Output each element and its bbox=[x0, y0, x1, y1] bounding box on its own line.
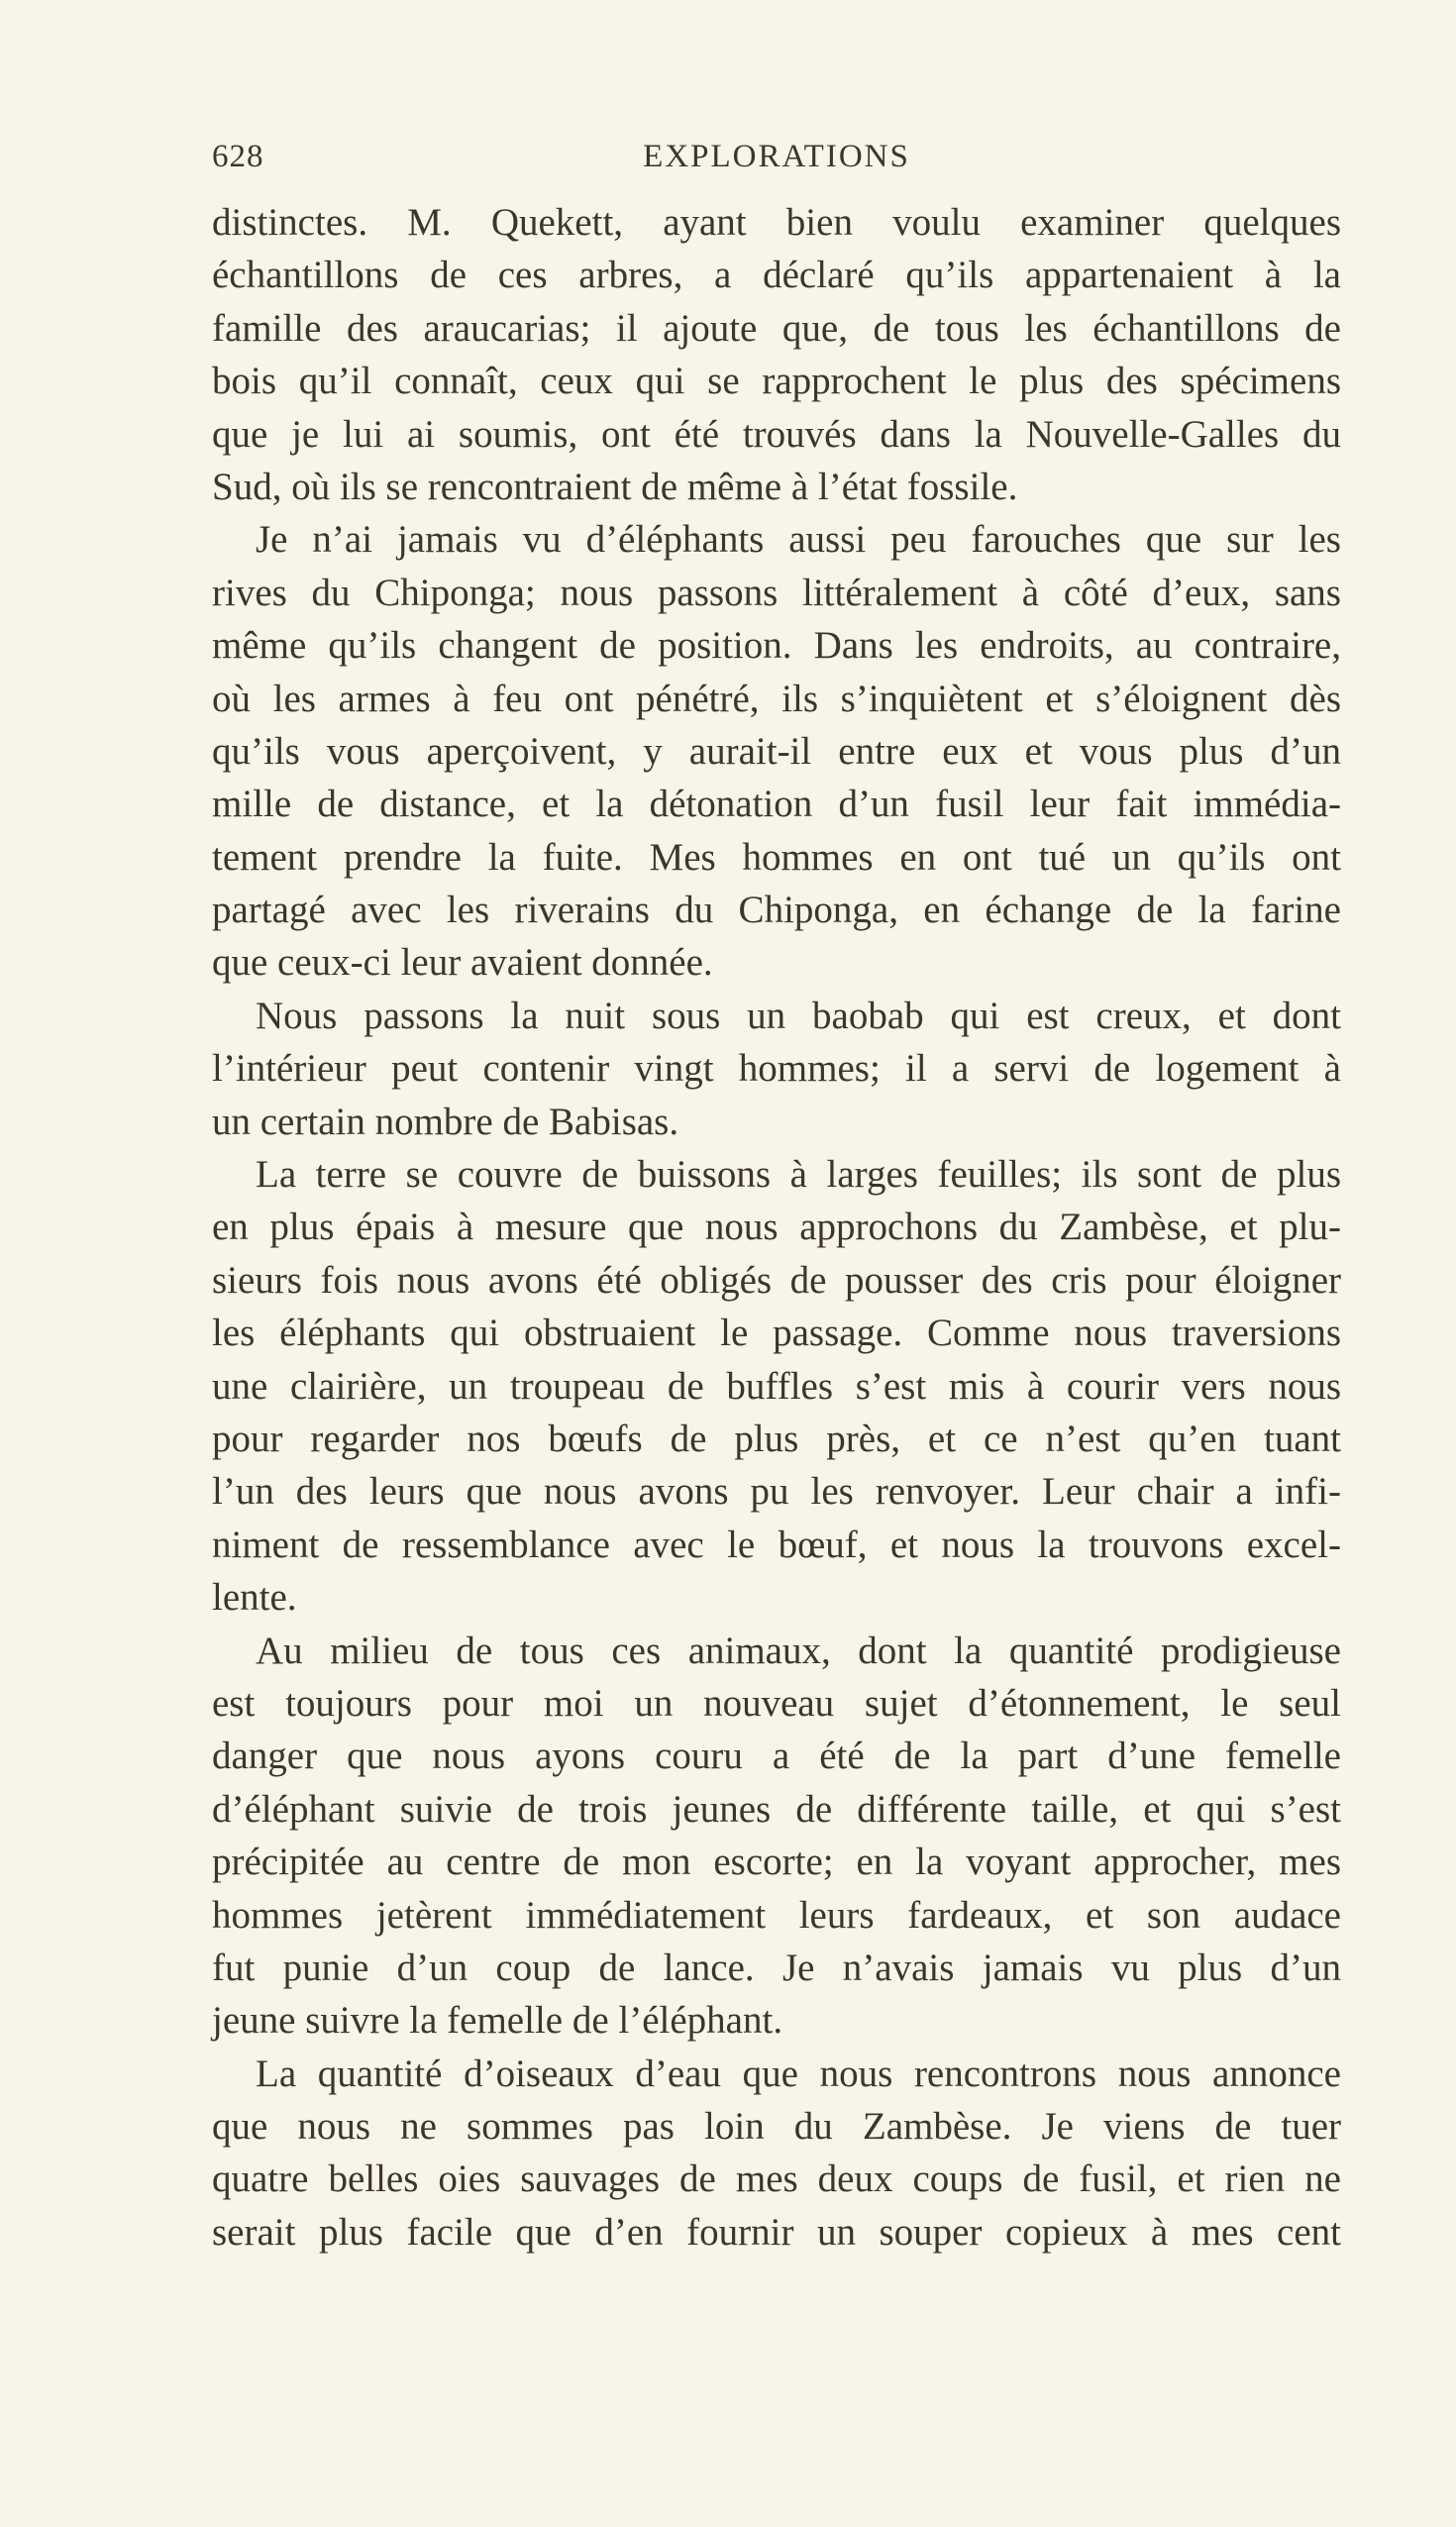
text-line: hommes jetèrent immédiatement leurs fardeaux, et son audace bbox=[212, 1893, 1341, 1937]
text-line: rives du Chiponga; nous passons littéralement à côté d’eux, sans bbox=[212, 571, 1341, 614]
text-line: en plus épais à mesure que nous approchons du Zambèse, et plu- bbox=[212, 1206, 1341, 1249]
text-line: tement prendre la fuite. Mes hommes en ont tué un qu’ils ont bbox=[212, 835, 1341, 879]
text-line: une clairière, un troupeau de buffles s’est mis à courir vers nous bbox=[212, 1364, 1341, 1408]
text-line: pour regarder nos bœufs de plus près, et ce n’est qu’en tuant bbox=[212, 1417, 1341, 1460]
paragraph bbox=[212, 990, 1341, 1148]
text-line: distinctes. M. Quekett, ayant bien voulu examiner quelques bbox=[212, 201, 1341, 244]
paragraph bbox=[212, 1148, 1341, 1625]
text-line: La quantité d’oiseaux d’eau que nous rencontrons nous annonce bbox=[256, 2052, 1341, 2095]
text-line: Au milieu de tous ces animaux, dont la quantité prodigieuse bbox=[256, 1629, 1341, 1672]
text-line: est toujours pour moi un nouveau sujet d’étonnement, le seul bbox=[212, 1681, 1341, 1725]
text-line: partagé avec les riverains du Chiponga, en échange de la farine bbox=[212, 889, 1341, 932]
text-line: l’intérieur peut contenir vingt hommes; il a servi de logement à bbox=[212, 1047, 1341, 1091]
text-line: un certain nombre de Babisas. bbox=[212, 1100, 679, 1143]
text-line: d’éléphant suivie de trois jeunes de différente taille, et qui s’est bbox=[212, 1787, 1341, 1831]
text-line: Je n’ai jamais vu d’éléphants aussi peu farouches que sur les bbox=[256, 518, 1341, 562]
text-line: fut punie d’un coup de lance. Je n’avais jamais vu plus d’un bbox=[212, 1946, 1341, 1989]
text-line: niment de ressemblance avec le bœuf, et nous la trouvons excel- bbox=[212, 1523, 1341, 1566]
text-line: danger que nous ayons couru a été de la part d’une femelle bbox=[212, 1735, 1341, 1778]
text-line: Sud, où ils se rencontraient de même à l’état fossile. bbox=[212, 465, 1018, 508]
text-line: les éléphants qui obstruaient le passage. Comme nous traversions bbox=[212, 1312, 1341, 1355]
text-line: que je lui ai soumis, ont été trouvés dans la Nouvelle-Galles du bbox=[212, 412, 1341, 456]
text-line: l’un des leurs que nous avons pu les renvoyer. Leur chair a infi- bbox=[212, 1470, 1341, 1514]
text-line: précipitée au centre de mon escorte; en la voyant approcher, mes bbox=[212, 1841, 1341, 1884]
text-line: famille des araucarias; il ajoute que, de tous les échantillons de bbox=[212, 306, 1341, 350]
text-line: La terre se couvre de buissons à larges feuilles; ils sont de plus bbox=[256, 1153, 1341, 1197]
page-number: 628 bbox=[212, 139, 264, 174]
body-text bbox=[212, 196, 1341, 2259]
text-line: que ceux-ci leur avaient donnée. bbox=[212, 941, 713, 985]
text-line: où les armes à feu ont pénétré, ils s’inquiètent et s’éloignent dès bbox=[212, 677, 1341, 720]
text-line: lente. bbox=[212, 1576, 297, 1620]
running-title: EXPLORATIONS bbox=[643, 139, 910, 174]
text-line: bois qu’il connaît, ceux qui se rapprochent le plus des spécimens bbox=[212, 360, 1341, 403]
text-line: même qu’ils changent de position. Dans les endroits, au contraire, bbox=[212, 624, 1341, 668]
text-line: jeune suivre la femelle de l’éléphant. bbox=[212, 1999, 783, 2043]
paragraph bbox=[212, 2048, 1341, 2260]
text-line: que nous ne sommes pas loin du Zambèse. Je viens de tuer bbox=[212, 2105, 1341, 2149]
text-line: sieurs fois nous avons été obligés de pousser des cris pour éloigner bbox=[212, 1258, 1341, 1302]
text-line: Nous passons la nuit sous un baobab qui est creux, et dont bbox=[256, 994, 1341, 1037]
page-header bbox=[212, 139, 1341, 184]
text-line: serait plus facile que d’en fournir un souper copieux à mes cent bbox=[212, 2210, 1341, 2254]
text-line: échantillons de ces arbres, a déclaré qu’ils appartenaient à la bbox=[212, 254, 1341, 297]
text-line: quatre belles oies sauvages de mes deux coups de fusil, et rien ne bbox=[212, 2158, 1341, 2201]
paragraph bbox=[212, 196, 1341, 513]
paragraph bbox=[212, 513, 1341, 990]
text-line: qu’ils vous aperçoivent, y aurait-il entre eux et vous plus d’un bbox=[212, 729, 1341, 773]
paragraph bbox=[212, 1625, 1341, 2048]
text-line: mille de distance, et la détonation d’un fusil leur fait immédia- bbox=[212, 783, 1341, 826]
